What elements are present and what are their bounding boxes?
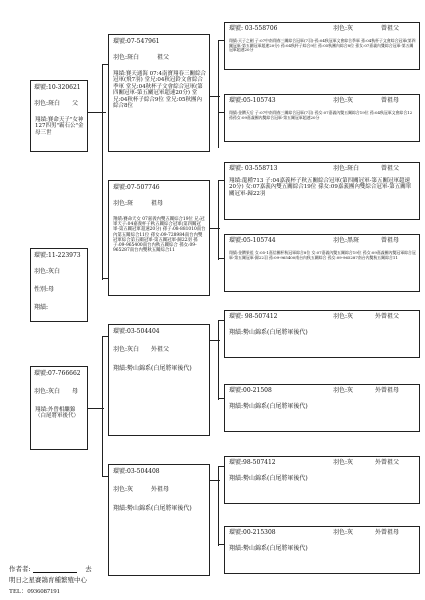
great-grandparent-card — [224, 384, 420, 432]
role-label: 曾祖母 — [381, 237, 400, 244]
feather-color: 羽色:斑 祖母 — [113, 200, 164, 207]
lineage-text: 翔績:勢山錦系(白尾將軍後代) — [229, 475, 308, 482]
connector — [88, 112, 106, 113]
lineage-text: 翔績:金鑽果祖 女:05-1嘉信團杯秋冠軍綜合8位 女:07嘉義內雙五關綜合19位 孫女:09嘉義團內雙冠軍綜合冠軍-第五關冠軍-歸22羽 孫:09-965400南台內秋五關綜合 孫女:09-965287南台內雙秋五關綜合11 — [229, 250, 416, 260]
role-label: 外曾祖父 — [375, 459, 400, 466]
role-label: 外曾祖母 — [375, 387, 400, 394]
feather-color: 羽色:灰 — [333, 529, 354, 536]
great-grandparent-card — [224, 162, 420, 220]
role-label: 曾祖父 — [381, 25, 400, 32]
lineage-text: 翔績:龍種713 子:04嘉義杯子秋五關綜合冠軍(第四關冠軍-第五關冠軍超速20分) 女:07嘉義內雙五關綜合19位 孫女:09嘉義團內雙綜合冠軍-第五關單關冠軍-歸22羽 — [229, 178, 412, 197]
maternal-grandmother-card — [108, 464, 210, 576]
feather-color: 羽色:灰白 — [34, 268, 61, 275]
feather-color: 羽色:斑白 — [333, 165, 360, 172]
connector — [218, 180, 219, 260]
ring-number: 環號: 98-507412 — [229, 313, 278, 320]
lineage-text: 翔績:金鑽天后 子:07中南翔春三關綜合冠軍(7羽) 孫女:07嘉義內雙五關綜合19位 孫:04秋冠軍文會綜合12 孫孫女:09嘉義團內雙綜合冠軍-第五關冠軍超速20分 — [229, 110, 413, 120]
lineage-text: 翔績:勢山錦系(白尾將軍後代) — [113, 505, 192, 512]
sex-label: 性別:母 — [34, 286, 55, 293]
ring-number: 環號:05-105744 — [229, 237, 276, 244]
lineage-text: 翔績:賽命天女 07嘉義內雙五關綜合19位 兄:冠軍天子:04嘉義杯子秋五關綜合冠軍(第四關冠軍-第五關冠軍超速20分) 孫子:08-881010南台內第五關綜合11位 孫女:09-728984南台內雙冠軍綜合第五關冠軍-第五關冠軍-歸22羽 孫子:09-965400南台內秋五關綜合 孫女:09-965287南台內雙秋五關綜合11 — [113, 217, 206, 254]
author-label: 作者者: — [9, 565, 31, 573]
great-grandparent-card — [224, 456, 420, 504]
ring-number: 環號:03-504408 — [113, 468, 160, 475]
lineage-text: 翔績:勢山錦系(白尾將軍後代) — [229, 545, 308, 552]
grandmother-card — [108, 180, 210, 296]
great-grandparent-card — [224, 310, 420, 358]
lineage-text: 翔績:勢山錦系(白尾將軍後代) — [229, 329, 308, 336]
feather-color: 羽色:斑白 父 — [34, 100, 79, 107]
great-grandparent-card — [224, 22, 420, 70]
org-name: 明日之星賽鴿育種繁殖中心 — [9, 576, 87, 584]
father-card — [30, 248, 88, 322]
ring-number: 環號:07-766662 — [34, 370, 81, 377]
feather-color: 羽色:灰 — [333, 459, 354, 466]
connector — [102, 64, 103, 280]
ring-number: 環號: 03-558706 — [229, 25, 278, 32]
lineage-text: 翔績:賽命天子"女神127四男"霸石公"金母三世 — [35, 117, 84, 136]
lineage-text: 翔績:勢山錦系(白尾將軍後代) — [113, 365, 192, 372]
lineage-text: 翔績:外曾相繼錦（白尾將軍後代） — [35, 407, 80, 420]
ring-number: 環號: 03-558713 — [229, 165, 278, 172]
grandfather-card — [108, 34, 210, 152]
author-line — [9, 564, 92, 573]
role-label: 曾祖母 — [381, 97, 400, 104]
ring-number: 環號:07-547961 — [113, 38, 160, 45]
great-grandparent-card — [224, 234, 420, 292]
ring-number: 環號:11-223973 — [34, 252, 81, 259]
role-label: 曾祖父 — [381, 165, 400, 172]
feather-color: 羽色:灰 — [333, 25, 354, 32]
ring-number: 環號:10-320621 — [34, 84, 81, 91]
lineage-text: 翔績:勢山錦系(白尾將軍後代) — [229, 403, 308, 410]
maternal-grandfather-card — [108, 324, 210, 436]
feather-color: 羽色:灰 — [333, 313, 354, 320]
lineage-text: 翔績:天子之劍 子:07中南翔春三關綜合冠軍(7羽)-孫:04秋冠軍文會綜合季軍 孫:04秋杯子文會綜合冠軍(第四關冠軍-第五關冠軍超速20分) 孫:04秋杯子綜合9位 孫:05秋團內綜合8位 孫女:07嘉義內雙綜合冠軍-第五關冠軍超速20分 — [229, 38, 416, 53]
connector — [218, 40, 219, 148]
role-label: 外曾祖母 — [375, 529, 400, 536]
ring-number: 環號:03-504404 — [113, 328, 160, 335]
connector — [218, 466, 219, 546]
ring-number: 環號:00-215308 — [229, 529, 276, 536]
feather-color: 羽色:灰白 母 — [34, 388, 79, 395]
ring-number: 環號:98-507412 — [229, 459, 276, 466]
feather-color: 羽色:灰白 外祖父 — [113, 346, 170, 353]
connector — [102, 336, 103, 476]
feather-color: 羽色:灰 — [333, 387, 354, 394]
ring-number: 環號:07-507746 — [113, 184, 160, 191]
author-suffix: 去 — [78, 565, 92, 573]
feather-color: 羽色:斑白 祖父 — [113, 54, 170, 61]
telephone: TEL：0936087191 — [9, 588, 60, 595]
ring-number: 環號:05-105743 — [229, 97, 276, 104]
feather-color: 羽色:灰 外祖母 — [113, 486, 170, 493]
connector — [218, 320, 219, 400]
ring-number: 環號:00-21508 — [229, 387, 272, 394]
subject-card — [30, 80, 88, 152]
great-grandparent-card — [224, 526, 420, 574]
great-grandparent-card — [224, 94, 420, 142]
lineage-text: 翔績: — [34, 304, 49, 311]
mother-card — [30, 366, 88, 450]
feather-color: 羽色:灰 — [333, 97, 354, 104]
signature-line — [33, 572, 77, 573]
feather-color: 羽色:黑斑 — [333, 237, 360, 244]
role-label: 外曾祖父 — [375, 313, 400, 320]
lineage-text: 翔績:賽天通海 07:4南寶翔春三關綜合冠軍(飛7羽) 堂兄:04秋冠鈴文會綜合季軍 堂兄:04秋杯子文會綜合冠軍(第四關冠軍-第五關冠軍超速20分) 堂兄:04秋杯子綜合9位 堂兄:05秋團內綜合8位 — [113, 71, 206, 110]
